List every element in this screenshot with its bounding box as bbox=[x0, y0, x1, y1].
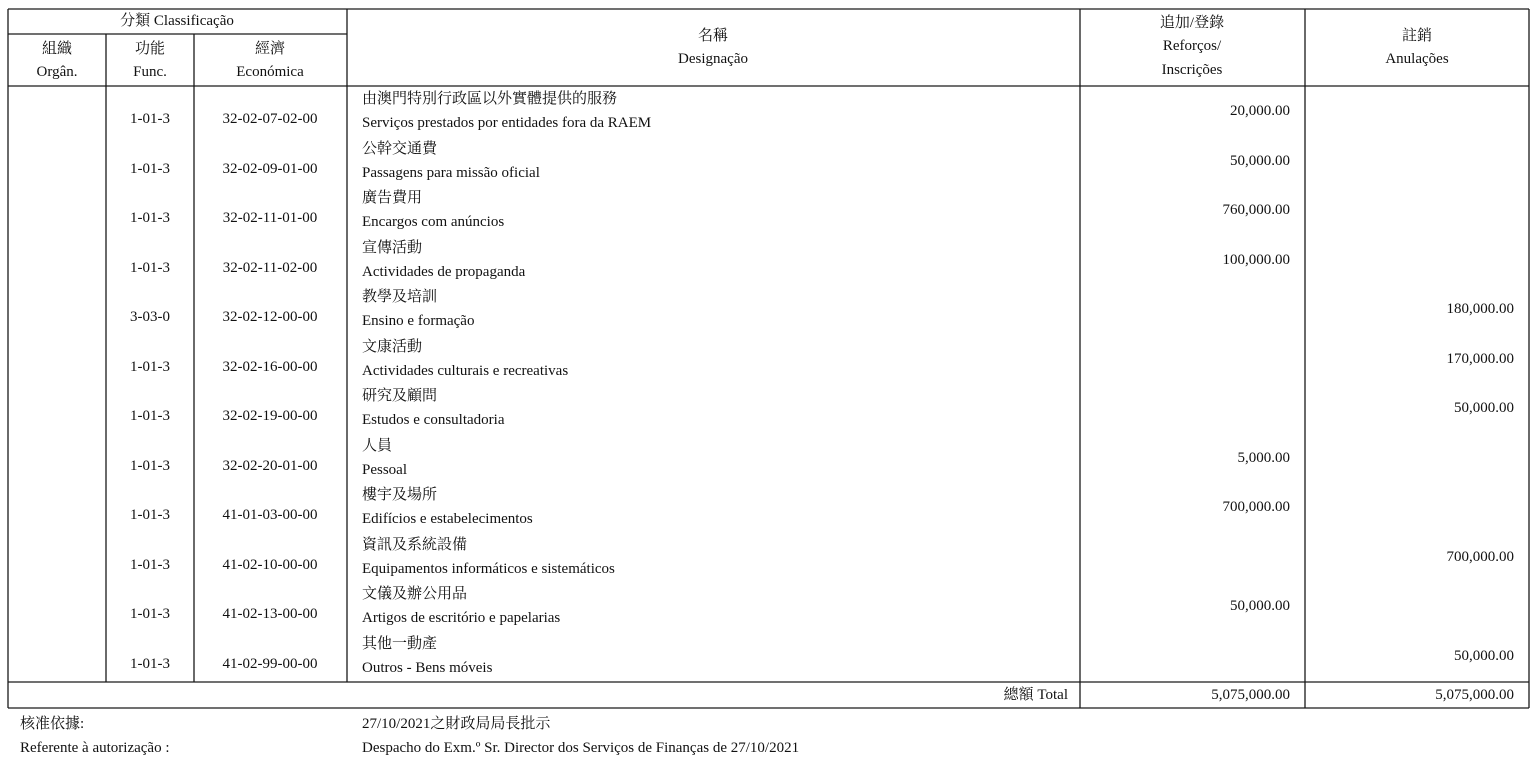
cell-econ: 32-02-12-00-00 bbox=[222, 309, 318, 325]
footer-label-pt: Referente à autorização : bbox=[20, 740, 170, 756]
cell-econ: 41-01-03-00-00 bbox=[222, 507, 318, 523]
cell-designation-pt: Artigos de escritório e papelarias bbox=[362, 610, 561, 626]
cell-func: 3-03-0 bbox=[130, 309, 170, 325]
header-reinforcement-pt1: Reforços/ bbox=[1162, 38, 1222, 54]
cell-econ: 41-02-99-00-00 bbox=[222, 655, 318, 672]
footer-label-zh: 核准依據: bbox=[20, 716, 85, 732]
cell-func: 1-01-3 bbox=[130, 160, 170, 177]
cell-cancellation: 180,000.00 bbox=[1446, 301, 1514, 317]
cell-cancellation: 170,000.00 bbox=[1446, 350, 1514, 367]
cell-designation-pt: Encargos com anúncios bbox=[362, 214, 505, 230]
cell-designation-pt: Estudos e consultadoria bbox=[362, 412, 505, 428]
header-organ-pt: Orgân. bbox=[36, 64, 78, 80]
header-cancellation-zh: 註銷 bbox=[1401, 28, 1433, 44]
total-label: 總額 Total bbox=[1003, 687, 1068, 703]
cell-designation-zh: 研究及顧問 bbox=[362, 388, 438, 404]
cell-designation-pt: Equipamentos informáticos e sistemáticos bbox=[362, 560, 615, 577]
cell-designation-pt: Ensino e formação bbox=[362, 313, 475, 329]
cell-reinforcement: 20,000.00 bbox=[1230, 103, 1290, 119]
cell-designation-zh: 宣傳活動 bbox=[362, 239, 423, 256]
cell-econ: 41-02-10-00-00 bbox=[222, 556, 318, 573]
cell-designation-zh: 公幹交通費 bbox=[362, 140, 438, 157]
total-cancellation: 5,075,000.00 bbox=[1435, 687, 1514, 703]
cell-designation-zh: 文康活動 bbox=[362, 338, 423, 355]
header-designation-pt: Designação bbox=[678, 51, 748, 67]
cell-designation-zh: 廣告費用 bbox=[362, 190, 423, 206]
cell-designation-pt: Actividades de propaganda bbox=[362, 263, 526, 280]
cell-reinforcement: 760,000.00 bbox=[1222, 202, 1290, 218]
cell-designation-pt: Passagens para missão oficial bbox=[362, 164, 540, 181]
cell-func: 1-01-3 bbox=[130, 111, 170, 127]
header-func-pt: Func. bbox=[133, 64, 167, 80]
footer-reference-zh: 27/10/2021之財政局局長批示 bbox=[362, 716, 551, 732]
header-econ-zh: 經濟 bbox=[254, 41, 286, 57]
cell-econ: 32-02-16-00-00 bbox=[222, 358, 318, 375]
header-reinforcement-zh: 追加/登錄 bbox=[1159, 15, 1225, 31]
header-func-zh: 功能 bbox=[134, 41, 166, 57]
header-cancellation-pt: Anulações bbox=[1385, 51, 1449, 67]
cell-func: 1-01-3 bbox=[130, 655, 170, 672]
cell-func: 1-01-3 bbox=[130, 606, 170, 622]
cell-designation-pt: Serviços prestados por entidades fora da RAEM bbox=[362, 115, 652, 131]
header-classification: 分類 Classificação bbox=[120, 13, 234, 29]
cell-designation-zh: 文儀及辦公用品 bbox=[362, 586, 468, 602]
cell-func: 1-01-3 bbox=[130, 358, 170, 375]
cell-designation-pt: Pessoal bbox=[362, 461, 407, 478]
cell-cancellation: 50,000.00 bbox=[1454, 647, 1514, 664]
cell-func: 1-01-3 bbox=[130, 457, 170, 474]
total-reinforcement: 5,075,000.00 bbox=[1211, 687, 1290, 703]
cell-func: 1-01-3 bbox=[130, 556, 170, 573]
cell-func: 1-01-3 bbox=[130, 259, 170, 276]
cell-designation-pt: Edifícios e estabelecimentos bbox=[362, 511, 533, 527]
cell-designation-zh: 教學及培訓 bbox=[362, 289, 438, 305]
cell-reinforcement: 50,000.00 bbox=[1230, 598, 1290, 614]
cell-econ: 32-02-07-02-00 bbox=[222, 111, 318, 127]
cell-econ: 32-02-09-01-00 bbox=[222, 160, 318, 177]
cell-designation-zh: 由澳門特別行政區以外實體提供的服務 bbox=[362, 91, 618, 107]
cell-reinforcement: 700,000.00 bbox=[1222, 499, 1290, 515]
header-reinforcement-pt2: Inscrições bbox=[1161, 62, 1223, 78]
cell-designation-zh: 其他一動產 bbox=[362, 635, 438, 652]
cell-designation-zh: 樓宇及場所 bbox=[362, 487, 438, 503]
header-econ-pt: Económica bbox=[236, 64, 304, 80]
cell-econ: 32-02-20-01-00 bbox=[222, 457, 318, 474]
cell-econ: 32-02-19-00-00 bbox=[222, 408, 318, 424]
cell-func: 1-01-3 bbox=[130, 507, 170, 523]
cell-designation-zh: 資訊及系統設備 bbox=[362, 536, 468, 553]
cell-cancellation: 700,000.00 bbox=[1446, 548, 1514, 565]
cell-econ: 41-02-13-00-00 bbox=[222, 606, 318, 622]
cell-func: 1-01-3 bbox=[130, 408, 170, 424]
cell-designation-pt: Actividades culturais e recreativas bbox=[362, 362, 569, 379]
cell-cancellation: 50,000.00 bbox=[1454, 400, 1514, 416]
footer-reference-pt: Despacho do Exm.º Sr. Director dos Serviços de Finanças de 27/10/2021 bbox=[362, 740, 800, 756]
header-designation-zh: 名稱 bbox=[697, 28, 729, 44]
header-organ-zh: 組織 bbox=[41, 41, 73, 57]
cell-reinforcement: 100,000.00 bbox=[1222, 251, 1290, 268]
cell-reinforcement: 5,000.00 bbox=[1237, 449, 1290, 466]
cell-func: 1-01-3 bbox=[130, 210, 170, 226]
cell-econ: 32-02-11-01-00 bbox=[222, 210, 318, 226]
cell-reinforcement: 50,000.00 bbox=[1230, 152, 1290, 169]
cell-econ: 32-02-11-02-00 bbox=[222, 259, 318, 276]
cell-designation-zh: 人員 bbox=[362, 437, 393, 454]
cell-designation-pt: Outros - Bens móveis bbox=[362, 659, 493, 676]
